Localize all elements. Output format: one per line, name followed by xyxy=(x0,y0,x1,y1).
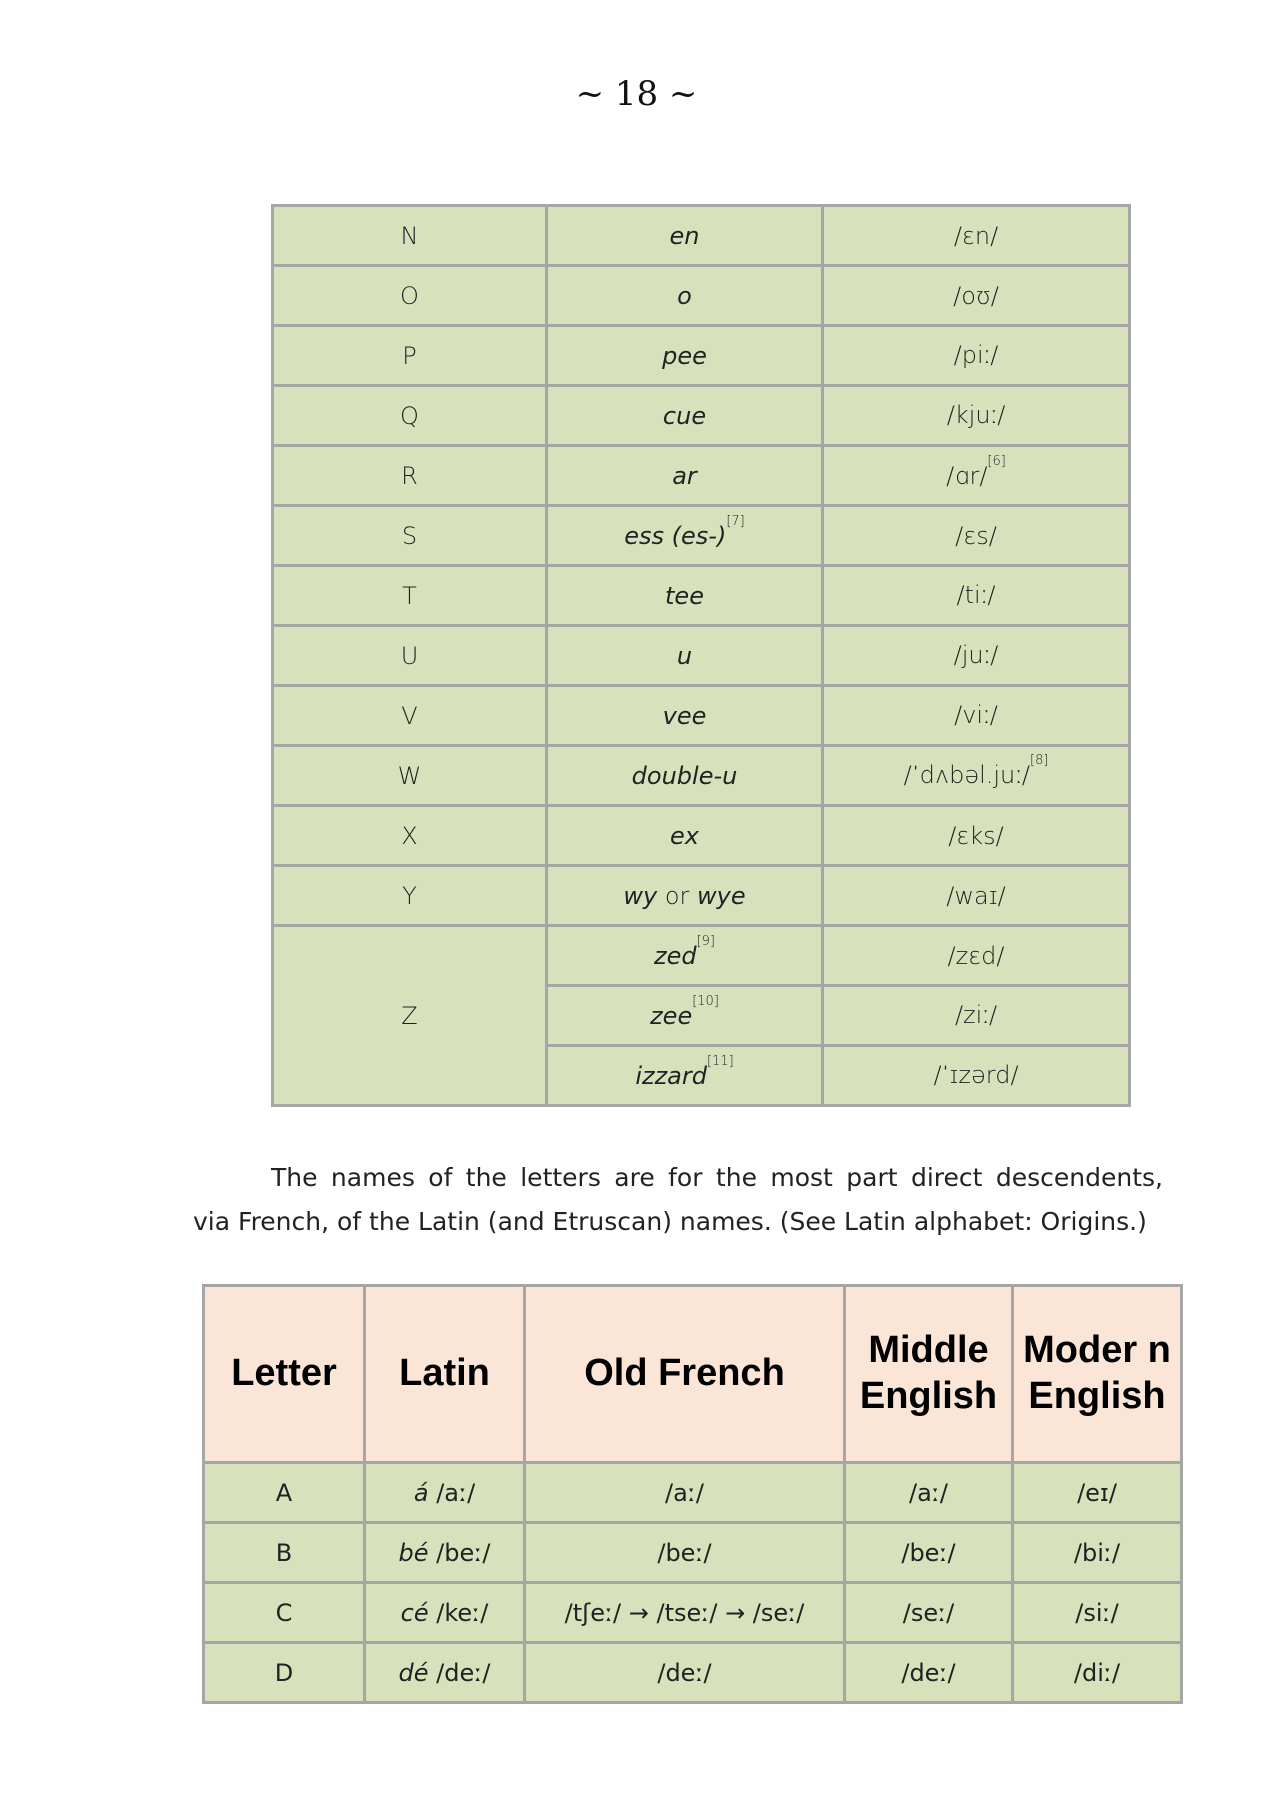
letter-name: vee xyxy=(662,701,707,730)
latin-cell xyxy=(365,1583,525,1643)
latin-word: dé xyxy=(398,1658,429,1687)
pronunciation-cell xyxy=(823,686,1130,746)
table-row xyxy=(204,1463,1182,1523)
letter-name: cue xyxy=(662,401,707,430)
header-modern-english: Moder n English xyxy=(1013,1286,1182,1463)
letter-name-cell xyxy=(547,746,823,806)
old-french-cell: /tʃeː/ → /tseː/ → /seː/ xyxy=(525,1583,845,1643)
table-row xyxy=(273,266,1130,326)
pronunciation: /oʊ/ xyxy=(953,281,999,310)
letter-name-cell xyxy=(547,1046,823,1106)
pronunciation-cell xyxy=(823,326,1130,386)
footnote-ref: [6] xyxy=(987,453,1006,469)
letter-name-cell xyxy=(547,866,823,926)
letter-cell: Y xyxy=(273,866,547,926)
letter-cell: W xyxy=(273,746,547,806)
letter-cell: X xyxy=(273,806,547,866)
table-row xyxy=(204,1583,1182,1643)
letter-cell: P xyxy=(273,326,547,386)
table-row xyxy=(273,806,1130,866)
header-letter: Letter xyxy=(204,1286,365,1463)
latin-cell xyxy=(365,1463,525,1523)
pronunciation-cell xyxy=(823,506,1130,566)
latin-ipa: /keː/ xyxy=(428,1598,489,1627)
letter-cell: A xyxy=(204,1463,365,1523)
paragraph-line-1: The names of the letters are for the most part direct descendents, xyxy=(271,1163,1163,1192)
latin-cell xyxy=(365,1523,525,1583)
letter-name: izzard xyxy=(635,1061,707,1090)
letter-cell: C xyxy=(204,1583,365,1643)
letter-name: wy xyxy=(623,881,658,910)
letter-cell: N xyxy=(273,206,547,266)
letter-name-cell xyxy=(547,446,823,506)
old-french-cell: /beː/ xyxy=(525,1523,845,1583)
letter-cell: Z xyxy=(273,926,547,1106)
pronunciation: /kjuː/ xyxy=(946,401,1006,429)
letter-name: double-u xyxy=(631,761,738,790)
table-row xyxy=(273,206,1130,266)
modern-english-cell: /diː/ xyxy=(1013,1643,1182,1703)
letter-cell: U xyxy=(273,626,547,686)
letter-name: u xyxy=(676,641,693,670)
letter-name-cell xyxy=(547,266,823,326)
pronunciation: /piː/ xyxy=(953,341,999,369)
letter-name-cell xyxy=(547,686,823,746)
old-french-cell: /deː/ xyxy=(525,1643,845,1703)
or-text: or xyxy=(657,881,698,910)
letter-name-cell xyxy=(547,806,823,866)
letter-name-cell xyxy=(547,326,823,386)
header-old-french: Old French xyxy=(525,1286,845,1463)
pronunciation-cell: /ziː/ xyxy=(823,986,1130,1046)
table-row xyxy=(273,326,1130,386)
letter-name: tee xyxy=(665,581,704,610)
pronunciation-cell xyxy=(823,446,1130,506)
letter-cell: Q xyxy=(273,386,547,446)
pronunciation-cell xyxy=(823,626,1130,686)
letter-cell: R xyxy=(273,446,547,506)
pronunciation: /waɪ/ xyxy=(946,881,1006,910)
pronunciation-cell: /ˈɪzərd/ xyxy=(823,1046,1130,1106)
letter-name: zee xyxy=(650,1001,693,1030)
footnote-ref: [11] xyxy=(706,1053,734,1069)
middle-english-cell: /deː/ xyxy=(845,1643,1013,1703)
table-row xyxy=(273,746,1130,806)
table-row xyxy=(273,626,1130,686)
pronunciation: /ɛs/ xyxy=(955,521,997,550)
modern-english-cell: /eɪ/ xyxy=(1013,1463,1182,1523)
pronunciation-cell xyxy=(823,206,1130,266)
latin-word: á xyxy=(413,1478,429,1507)
pronunciation-cell xyxy=(823,866,1130,926)
table-row xyxy=(273,386,1130,446)
pronunciation-cell xyxy=(823,386,1130,446)
table-row xyxy=(204,1643,1182,1703)
pronunciation: /viː/ xyxy=(954,701,998,729)
body-paragraph xyxy=(193,1156,1163,1244)
letter-name: pee xyxy=(662,341,707,370)
pronunciation-cell xyxy=(823,806,1130,866)
table-row xyxy=(273,866,1130,926)
letter-name-cell xyxy=(547,386,823,446)
footnote-ref: [7] xyxy=(726,513,745,529)
pronunciation-cell xyxy=(823,746,1130,806)
header-middle-english: Middle English xyxy=(845,1286,1013,1463)
latin-word: bé xyxy=(398,1538,429,1567)
page-number: ~ 18 ~ xyxy=(575,74,698,114)
pronunciation: /ɑr/ xyxy=(946,461,988,490)
letter-names-table xyxy=(271,204,1131,1107)
table-row xyxy=(204,1523,1182,1583)
table-row xyxy=(273,446,1130,506)
latin-ipa: /deː/ xyxy=(428,1658,491,1687)
pronunciation: /ɛks/ xyxy=(948,821,1004,850)
pronunciation: /tiː/ xyxy=(956,581,996,609)
footnote-ref: [9] xyxy=(696,933,716,949)
letter-name-cell xyxy=(547,206,823,266)
letter-name: zed xyxy=(653,941,697,970)
letter-name-alt: wye xyxy=(697,881,746,910)
table-row xyxy=(273,926,1130,986)
letter-name: en xyxy=(669,221,700,250)
letter-name-cell xyxy=(547,566,823,626)
letter-cell: D xyxy=(204,1643,365,1703)
table-row xyxy=(273,506,1130,566)
old-french-cell: /aː/ xyxy=(525,1463,845,1523)
middle-english-cell: /beː/ xyxy=(845,1523,1013,1583)
pronunciation: /ˈdʌbəl.juː/ xyxy=(903,761,1031,789)
letter-name: ex xyxy=(670,821,699,850)
footnote-ref: [8] xyxy=(1030,753,1049,768)
latin-ipa: /aː/ xyxy=(428,1478,476,1507)
latin-ipa: /beː/ xyxy=(428,1538,491,1567)
letter-name-cell xyxy=(547,506,823,566)
letter-etymology-table xyxy=(202,1284,1183,1704)
letter-name-cell xyxy=(547,986,823,1046)
letter-cell: V xyxy=(273,686,547,746)
header-latin: Latin xyxy=(365,1286,525,1463)
letter-name-cell xyxy=(547,926,823,986)
modern-english-cell: /siː/ xyxy=(1013,1583,1182,1643)
latin-word: cé xyxy=(400,1598,429,1627)
pronunciation: /ɛn/ xyxy=(953,221,999,250)
letter-name: ar xyxy=(672,461,697,490)
pronunciation-cell xyxy=(823,566,1130,626)
pronunciation: /juː/ xyxy=(953,641,999,669)
letter-name-cell xyxy=(547,626,823,686)
table-row xyxy=(273,686,1130,746)
letter-name: o xyxy=(677,281,692,310)
table-row xyxy=(273,566,1130,626)
middle-english-cell: /seː/ xyxy=(845,1583,1013,1643)
paragraph-line-2: via French, of the Latin (and Etruscan) names. (See Latin alphabet: Origins.) xyxy=(193,1207,1147,1236)
footnote-ref: [10] xyxy=(692,993,719,1009)
letter-cell: T xyxy=(273,566,547,626)
letter-name: ess (es-) xyxy=(624,521,727,550)
middle-english-cell: /aː/ xyxy=(845,1463,1013,1523)
letter-cell: O xyxy=(273,266,547,326)
pronunciation-cell: /zɛd/ xyxy=(823,926,1130,986)
pronunciation-cell xyxy=(823,266,1130,326)
letter-cell: B xyxy=(204,1523,365,1583)
latin-cell xyxy=(365,1643,525,1703)
modern-english-cell: /biː/ xyxy=(1013,1523,1182,1583)
letter-cell: S xyxy=(273,506,547,566)
